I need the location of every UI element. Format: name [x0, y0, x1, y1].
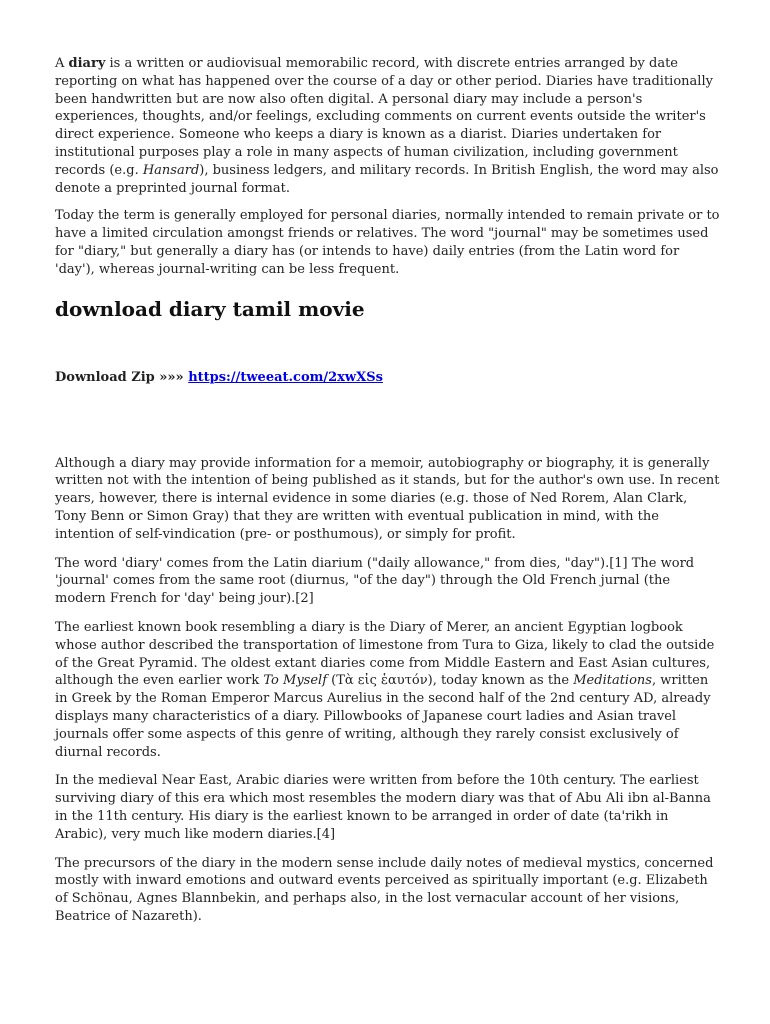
body-paragraph-5: The precursors of the diary in the modern sense include daily notes of medieval mystics, concerned mostly with inward emotions and outward events perceived as spiritually important (e.g. Elizabeth of Schönau, Agnes Blannbekin, and perhaps also, in the lost vernacular account of her visions, Beatrice of Nazareth).	[55, 855, 714, 924]
document-content	[55, 55, 720, 937]
italic-meditations: Meditations	[573, 673, 652, 689]
intro-paragraph-2: Today the term is generally employed for personal diaries, normally intended to remain private or to have a limited circulation amongst friends or relatives. The word "journal" may be sometimes used for "diary," but generally a diary has (or intends to have) daily entries (from the Latin word for 'day'), whereas journal-writing can be less frequent.	[55, 208, 720, 277]
body-paragraph-2: The word 'diary' comes from the Latin diarium ("daily allowance," from dies, "day").[1] The word 'journal' comes from the same root (diurnus, "of the day") through the Old French jurnal (the modern French for 'day' being jour).[2]	[55, 555, 695, 607]
download-line	[55, 369, 720, 387]
body-section	[55, 455, 720, 926]
italic-hansard: Hansard	[142, 162, 200, 178]
download-link[interactable]: https://tweeat.com/2xwXSs	[188, 369, 383, 385]
text-span: (Τὰ εἰς ἑαυτόν), today known as the	[327, 673, 574, 689]
text-span: ), business ledgers, and military records. In British English, the word may also denote a preprinted journal format.	[55, 162, 719, 196]
page-heading: download diary tamil movie	[55, 296, 365, 321]
intro-paragraph-1	[55, 55, 720, 197]
body-paragraph-4: In the medieval Near East, Arabic diaries were written from before the 10th century. The earliest surviving diary of this era which most resembles the modern diary was that of Abu Ali ibn al-Banna in the 11th century. His diary is the earliest known to be arranged in order of date (ta'rikh in Arabic), very much like modern diaries.[4]	[55, 773, 711, 842]
body-paragraph-3	[55, 619, 720, 761]
text-span: , written in Greek by the Roman Emperor Marcus Aurelius in the second half of the 2nd century AD, already displays many characteristics of a diary. Pillowbooks of Japanese court ladies and Asian travel journals offer some aspects of this genre of writing, although they rarely consist exclusively of diurnal records.	[55, 673, 711, 760]
body-paragraph-1: Although a diary may provide information for a memoir, autobiography or biography, it is generally written not with the intention of being published as it stands, but for the author's own use. In recent years, however, there is internal evidence in some diaries (e.g. those of Ned Rorem, Alan Clark, Tony Benn or Simon Gray) that they are written with eventual publication in mind, with the intention of self-vindication (pre- or posthumous), or simply for profit.	[55, 455, 720, 542]
bold-term-diary: diary	[68, 56, 106, 71]
text-span: The earliest known book resembling a diary is the Diary of Merer, an ancient Egyptian logbook whose author described the transportation of limestone from Tura to Giza, likely to clad the outside of the Great Pyramid. The oldest extant diaries come from Middle Eastern and East Asian cultures, although the even earlier work	[55, 619, 715, 689]
italic-to-myself: To Myself	[263, 673, 328, 689]
text-span: is a written or audiovisual memorabilic record, with discrete entries arranged by date reporting on what has happened over the course of a day or other period. Diaries have traditionally been handwritten but are now also often digital. A personal diary may include a person's experiences, thoughts, and/or feelings, excluding comments on current events outside the writer's direct experience. Someone who keeps a diary is known as a diarist. Diaries undertaken for institutional purposes play a role in many aspects of human civilization, including government records (e.g.	[55, 56, 713, 178]
download-label: Download Zip »»»	[55, 369, 189, 385]
text-span: A	[55, 56, 69, 71]
